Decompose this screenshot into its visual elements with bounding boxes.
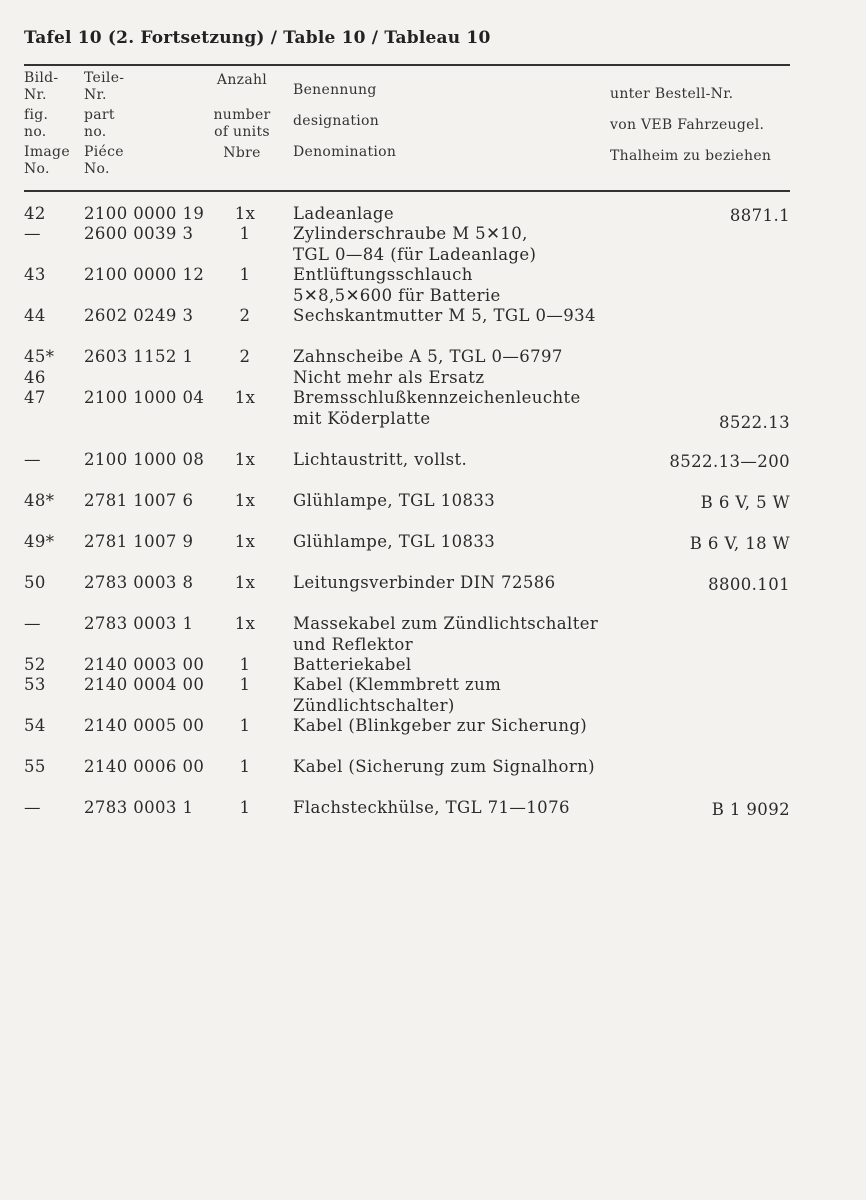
- quantity: 1x: [234, 573, 256, 592]
- quantity: 1: [239, 757, 251, 776]
- header-col-fig-fr: Image No.: [24, 144, 70, 177]
- table-row: [24, 224, 794, 265]
- table-row: [24, 450, 794, 471]
- table-row: [24, 306, 794, 327]
- header-col-order-line3: Thalheim zu beziehen: [610, 148, 772, 164]
- fig-number: 55: [24, 757, 46, 776]
- part-number: 2783 0003 8: [84, 573, 194, 592]
- designation: [293, 224, 653, 265]
- fig-number: —: [24, 450, 41, 469]
- header-col-fig-en: fig. no.: [24, 107, 49, 140]
- designation: [293, 716, 653, 737]
- fig-number: 44: [24, 306, 46, 325]
- table-row: [24, 347, 794, 368]
- designation-line: Entlüftungsschlauch: [293, 265, 473, 284]
- order-number: B 1 9092: [711, 800, 790, 819]
- designation: [293, 265, 653, 306]
- part-number: 2140 0005 00: [84, 716, 205, 735]
- designation: [293, 347, 653, 368]
- quantity: 1: [239, 655, 251, 674]
- header-col-order-line1: unter Bestell-Nr.: [610, 86, 734, 102]
- part-number: 2603 1152 1: [84, 347, 194, 366]
- designation-line: mit Köderplatte: [293, 408, 431, 428]
- header-col-part-fr: Piéce No.: [84, 144, 124, 177]
- designation-line: Massekabel zum Zündlichtschalter: [293, 614, 599, 633]
- part-number: 2140 0004 00: [84, 675, 205, 694]
- header-col-designation: [293, 82, 493, 161]
- table-row: [24, 265, 794, 306]
- designation-line: Lichtaustritt, vollst.: [293, 450, 468, 469]
- header-col-order: [610, 86, 792, 165]
- table-row: [24, 204, 794, 225]
- designation-line: Ladeanlage: [293, 204, 395, 223]
- fig-number: 48*: [24, 491, 55, 510]
- quantity: 1x: [234, 204, 256, 223]
- designation-line: 5✕8,5✕600 für Batterie: [293, 285, 501, 305]
- header-col-fig: [24, 70, 84, 181]
- designation-line: Kabel (Klemmbrett zum: [293, 675, 502, 694]
- table-row: [24, 614, 794, 655]
- fig-number: 53: [24, 675, 46, 694]
- part-number: 2781 1007 9: [84, 532, 194, 551]
- fig-number: 49*: [24, 532, 55, 551]
- quantity: 1: [239, 798, 251, 817]
- designation-line: und Reflektor: [293, 634, 414, 654]
- table-row: [24, 368, 794, 389]
- designation-line: TGL 0—84 (für Ladeanlage): [293, 244, 537, 264]
- designation-line: Kabel (Sicherung zum Signalhorn): [293, 757, 596, 776]
- designation-line: Bremsschlußkennzeichenleuchte: [293, 388, 581, 407]
- header-col-part-de: Teile- Nr.: [84, 70, 125, 103]
- header-bottom-rule: [24, 190, 790, 192]
- fig-number: 47: [24, 388, 46, 407]
- order-number: 8522.13—200: [669, 452, 790, 471]
- part-number: 2783 0003 1: [84, 798, 194, 817]
- header-col-qty-fr: Nbre: [223, 145, 261, 161]
- quantity: 1x: [234, 450, 256, 469]
- header-col-qty-de: Anzahl: [216, 72, 268, 88]
- quantity: 1: [239, 265, 251, 284]
- order-number: 8871.1: [729, 206, 790, 225]
- fig-number: —: [24, 224, 41, 243]
- table-row: [24, 388, 794, 432]
- part-number: 2140 0006 00: [84, 757, 205, 776]
- quantity: 1: [239, 224, 251, 243]
- fig-number: —: [24, 798, 41, 817]
- part-number: 2100 0000 12: [84, 265, 205, 284]
- part-number: 2100 0000 19: [84, 204, 205, 223]
- part-number: 2781 1007 6: [84, 491, 194, 510]
- part-number: 2140 0003 00: [84, 655, 205, 674]
- header-top-rule: [24, 64, 790, 66]
- designation-line: Glühlampe, TGL 10833: [293, 491, 496, 510]
- designation-line: Nicht mehr als Ersatz: [293, 368, 485, 387]
- designation-line: Kabel (Blinkgeber zur Sicherung): [293, 716, 588, 735]
- part-number: 2602 0249 3: [84, 306, 194, 325]
- order-number: B 6 V, 18 W: [689, 534, 790, 553]
- table-row: [24, 675, 794, 716]
- designation: [293, 368, 653, 389]
- header-col-part: [84, 70, 174, 181]
- fig-number: 42: [24, 204, 46, 223]
- quantity: 1x: [234, 491, 256, 510]
- header-col-designation-fr: Denomination: [293, 144, 397, 160]
- fig-number: 43: [24, 265, 46, 284]
- table-row: [24, 757, 794, 778]
- designation-line: Zahnscheibe A 5, TGL 0—6797: [293, 347, 563, 366]
- fig-number: 52: [24, 655, 46, 674]
- designation-line: Sechskantmutter M 5, TGL 0—934: [293, 306, 596, 325]
- table-row: [24, 573, 794, 594]
- designation: [293, 306, 653, 327]
- designation-line: Zylinderschraube M 5✕10,: [293, 224, 528, 243]
- page-title: Tafel 10 (2. Fortsetzung) / Table 10 / Tableau 10: [24, 28, 491, 48]
- designation: [293, 675, 653, 716]
- fig-number: 50: [24, 573, 46, 592]
- designation: [293, 614, 653, 655]
- table-row: [24, 716, 794, 737]
- part-number: 2600 0039 3: [84, 224, 194, 243]
- table-row: [24, 798, 794, 819]
- quantity: 1: [239, 716, 251, 735]
- header-col-part-en: part no.: [84, 107, 115, 140]
- order-number: 8522.13: [718, 412, 790, 432]
- fig-number: 45*: [24, 347, 55, 366]
- fig-number: —: [24, 614, 41, 633]
- fig-number: 54: [24, 716, 46, 735]
- quantity: 2: [239, 306, 251, 325]
- designation-line: Leitungsverbinder DIN 72586: [293, 573, 556, 592]
- quantity: 1x: [234, 532, 256, 551]
- designation-line: Zündlichtschalter): [293, 695, 455, 715]
- part-number: 2100 1000 04: [84, 388, 205, 407]
- designation-line: Glühlampe, TGL 10833: [293, 532, 496, 551]
- header-col-qty: [206, 72, 278, 162]
- quantity: 1x: [234, 614, 256, 633]
- order-number: 8800.101: [708, 575, 790, 594]
- header-col-designation-de: Benennung: [293, 82, 377, 98]
- header-col-fig-de: Bild- Nr.: [24, 70, 59, 103]
- order-number: B 6 V, 5 W: [700, 493, 790, 512]
- table-row: [24, 491, 794, 512]
- designation-line: Batteriekabel: [293, 655, 412, 674]
- quantity: 1: [239, 675, 251, 694]
- designation: [293, 757, 653, 778]
- quantity: 2: [239, 347, 251, 366]
- quantity: 1x: [234, 388, 256, 407]
- header-col-qty-en: number of units: [213, 107, 271, 140]
- designation: [293, 655, 653, 676]
- header-col-designation-en: designation: [293, 113, 380, 129]
- designation-line: Flachsteckhülse, TGL 71—1076: [293, 798, 570, 817]
- header-col-order-line2: von VEB Fahrzeugel.: [610, 117, 765, 133]
- table-row: [24, 532, 794, 553]
- part-number: 2100 1000 08: [84, 450, 205, 469]
- part-number: 2783 0003 1: [84, 614, 194, 633]
- table-row: [24, 655, 794, 676]
- fig-number: 46: [24, 368, 46, 387]
